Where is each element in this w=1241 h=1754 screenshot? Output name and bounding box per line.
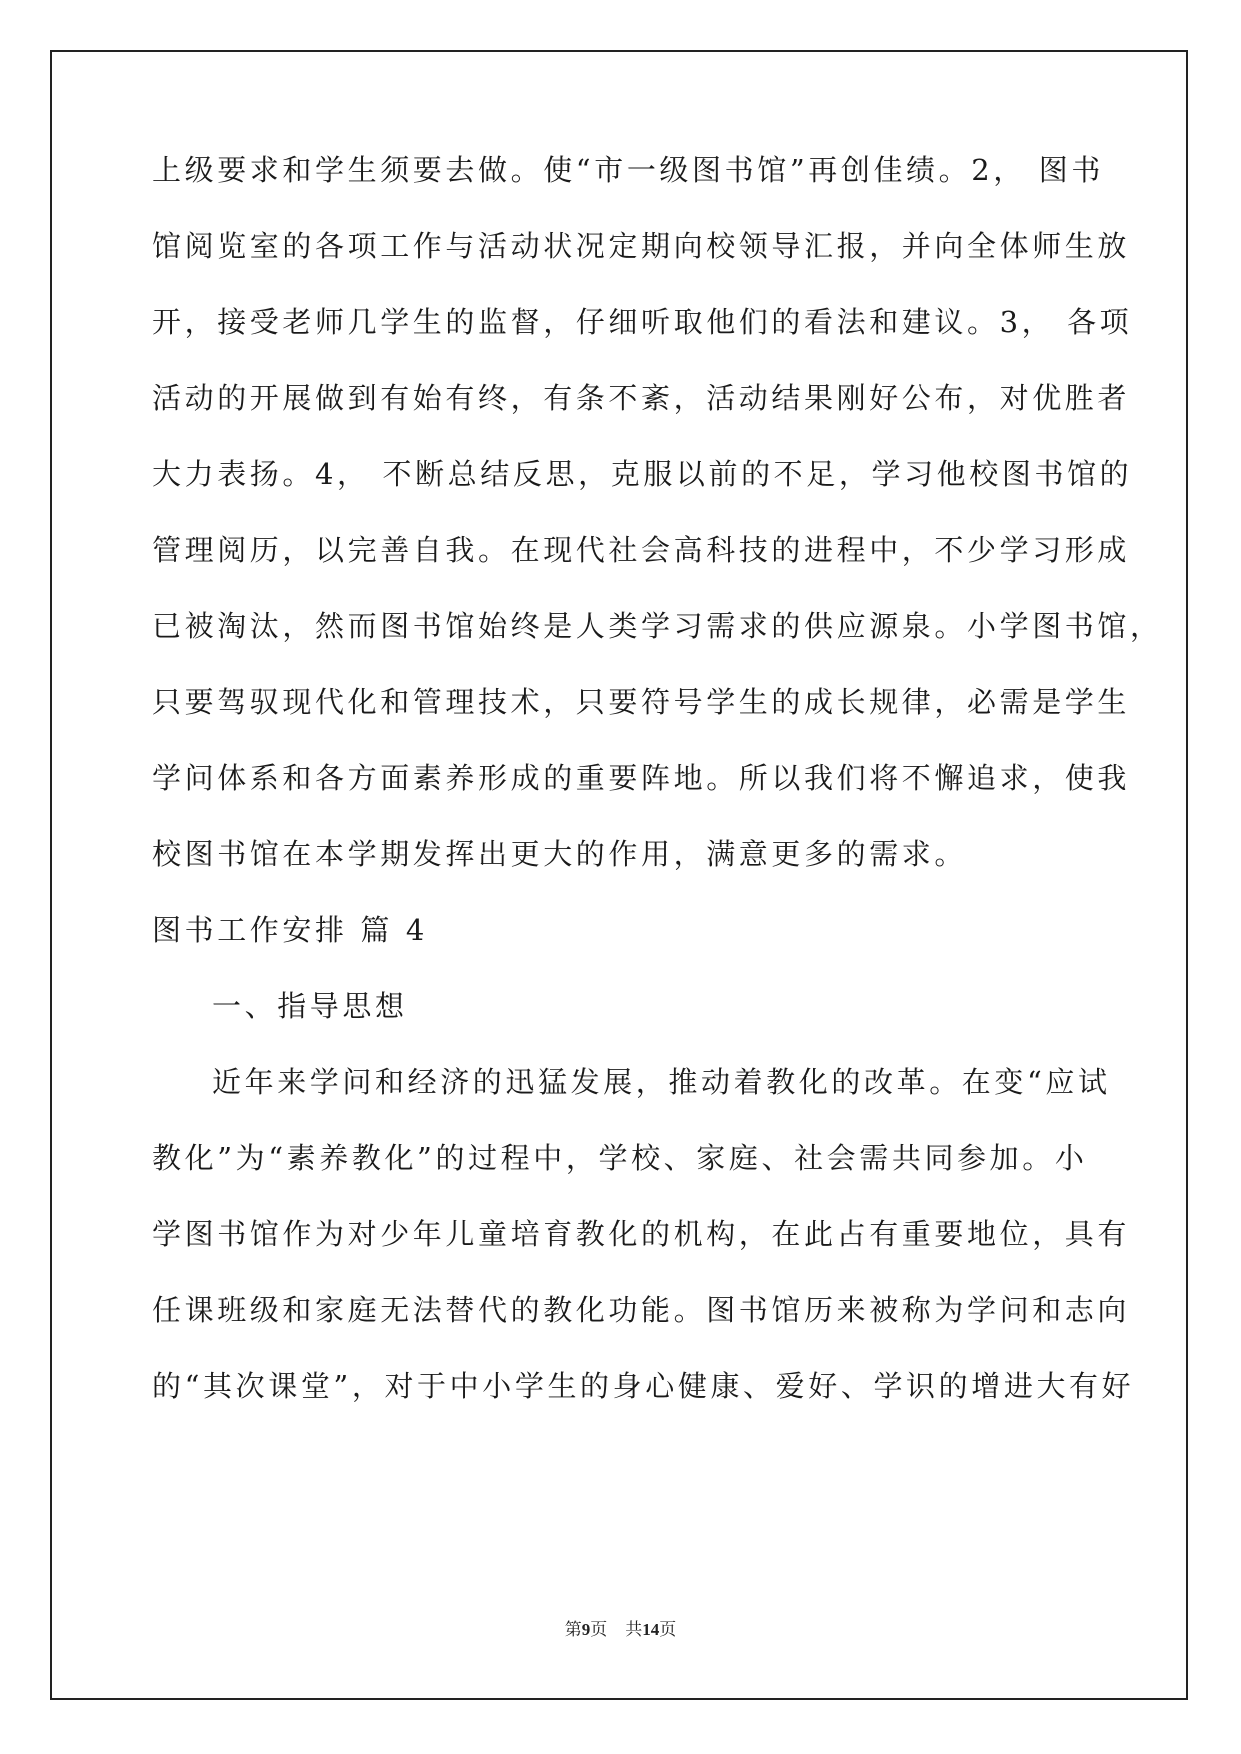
text-line: 近年来学问和经济的迅猛发展，推动着教化的改革。在变“应试 [212,1065,1111,1099]
subsection-heading: 一、指导思想 [212,989,408,1023]
text-line: 学图书馆作为对少年儿童培育教化的机构，在此占有重要地位，具有 [152,1217,1131,1251]
total-suffix: 页 [659,1620,677,1639]
page-suffix: 页 [590,1620,608,1639]
text-line: 任课班级和家庭无法替代的教化功能。图书馆历来被称为学问和志向 [152,1293,1131,1327]
text-line: 上级要求和学生须要去做。使“市一级图书馆”再创佳绩。2， 图书 [152,153,1104,187]
page-prefix: 第 [564,1620,582,1639]
text-line: 开，接受老师几学生的监督，仔细听取他们的看法和建议。3， 各项 [152,305,1133,339]
text-line: 馆阅览室的各项工作与活动状况定期向校领导汇报，并向全体师生放 [152,229,1131,263]
page-footer [0,1620,1241,1640]
text-line: 管理阅历，以完善自我。在现代社会高科技的进程中，不少学习形成 [152,533,1131,567]
text-line: 校图书馆在本学期发挥出更大的作用，满意更多的需求。 [152,837,968,871]
page-number: 9 [581,1620,591,1639]
page-border [50,50,1188,1700]
text-line: 教化”为“素养教化”的过程中，学校、家庭、社会需共同参加。小 [152,1141,1088,1175]
text-line: 学问体系和各方面素养形成的重要阵地。所以我们将不懈追求，使我 [152,761,1131,795]
total-prefix: 共 [625,1620,643,1639]
text-line: 只要驾驭现代化和管理技术，只要符号学生的成长规律，必需是学生 [152,685,1131,719]
section-heading: 图书工作安排 篇 4 [152,913,428,947]
total-pages: 14 [642,1620,660,1639]
text-line: 大力表扬。4， 不断总结反思，克服以前的不足，学习他校图书馆的 [152,457,1133,491]
text-line: 已被淘汰，然而图书馆始终是人类学习需求的供应源泉。小学图书馆， [152,609,1163,643]
text-line: 的“其次课堂”，对于中小学生的身心健康、爱好、学识的增进大有好 [152,1369,1135,1403]
text-line: 活动的开展做到有始有终，有条不紊，活动结果刚好公布，对优胜者 [152,381,1131,415]
